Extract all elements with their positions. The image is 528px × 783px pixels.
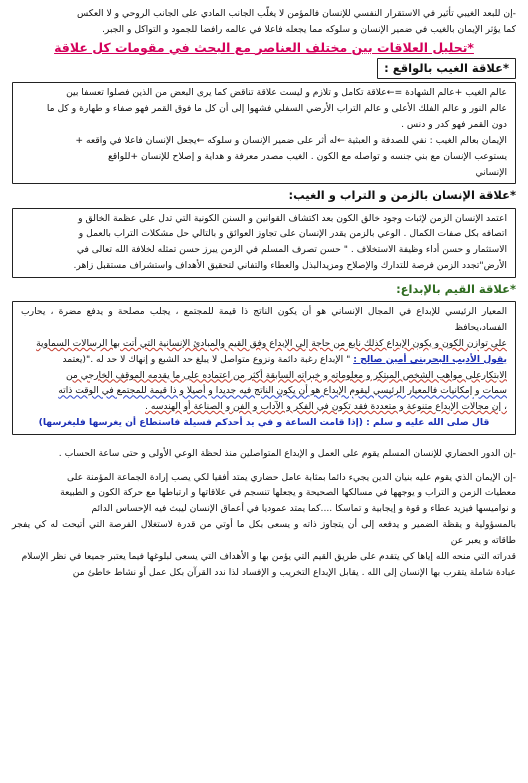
section-body-box [12, 301, 516, 435]
text-line: اتصافه بكل صفات الكمال . الوعي بالزمن يقدر الإنسان على تجاوز العوائق و بالتالي حل مشكلات التراب بالعمل و [78, 228, 507, 240]
section-heading: *علاقة الغيب بالواقع : [384, 61, 509, 76]
section-heading: *علاقة الإنسان بالزمن و التراب و الغيب: [288, 188, 516, 203]
text-line: بالمسؤولية و يقظة الضمير و يدفعه إلى أن يتجاوز ذاته و يسعى بكل ما أوتي من قدرة لاستغلال الفرصة التي أتيحت له كي يفجر طاقاته و يعبر عن [12, 519, 516, 546]
text-line: -إن الدور الحضاري للإنسان المسلم يقوم على العمل و الإبداع المتواصلين منذ لحظة الوعي الأولى و حتى ساعة الحساب . [58, 447, 516, 459]
text-line: الأرض"تجدد الزمن فرصة للتدارك والإصلاح ومزيدالبذل والعطاء والتفاني لتحقيق الأهداف واستشراف مستقبل زاهر. [73, 260, 507, 272]
text-line: الإنساني [475, 166, 507, 178]
text-line: يستوعب الإنسان مع بني جنسه و تواصله مع الكون . الغيب مصدر معرفة و هداية و إصلاح للإنسان +للواقع [107, 150, 507, 162]
text-line: عالم الغيب +عالم الشهادة =←علاقة تكامل و تلازم و ليست علاقة تناقض كما يرى البعض من الذين فصلوا تعسفا بين [66, 87, 507, 99]
section-title: *تحليل العلاقات بين مختلف العناصر مع البحث في مقومات كل علاقة [54, 39, 474, 55]
text-line: الابتكارعلى مواهب الشخص المبتكر و معلوماته و خبراته السابقة أكثر من اعتماده على ما يقدمه الموقف الخارجي من [65, 369, 507, 381]
section-body-box [12, 208, 516, 278]
text-line: عالم النور و عالم الفلك الأعلى و عالم التراب الأرضي السفلي فشهوا إلى أن كل ما فوق القمر فهو صفاء و طهارة و كل ما [46, 103, 507, 115]
closing-paragraph [12, 470, 516, 581]
text-line: عبادة شاملة يتقرب بها الإنسان إلى الله . يقابل الإبداع التخريب و الإفساد لذا ندد القرآن بكل عمل أو نشاط خاطئ من [72, 566, 516, 578]
text-line: الإيمان بعالم الغيب : نفي للصدفة و العبثية ←له أثر على ضمير الإنسان و سلوكه ←يجعل الإنسان فاعلا في واقعه + [75, 134, 507, 146]
hadith-quote: قال صلى الله عليه و سلم : (إذا قامت الساعة و في يد أحدكم فسيلة فاستطاع أن يغرسها فليغرسها) [38, 416, 490, 428]
intro-paragraph [12, 6, 516, 38]
text-line: الاستثمار و حسن أداء وظيفة الاستخلاف . " حسن تصرف المسلم في الزمن يبرز حسن تمثله لخلافة الله تعالى في [76, 244, 507, 256]
quote-block [21, 352, 507, 368]
text-line: و نواميسها فيزيد عطاء و قوة و إيجابية و تماسكا ....كما يمتد عموديا في أعماق الإنسان ليبث فيه الإحساس الدائم [91, 503, 516, 515]
text-line: -إن للبعد الغيبي تأثير في الاستقرار النفسي للإنسان فالمؤمن لا يغلّب الجانب المادي على الجانب الروحي و لا العكس [77, 8, 516, 19]
text-line: كما يؤثر الإيمان بالغيب في ضمير الإنسان و سلوكه مما يجعله فاعلا في عالمه رافضا للجمود و التواكل و الجبر. [102, 23, 516, 35]
quote-author: يقول الأديب البحريني أمين صالح : [353, 353, 507, 365]
section-body-box [12, 82, 516, 184]
section-heading: *علاقة القيم بالإبداع: [396, 281, 516, 296]
quote-text: " الإبداع رغبة دائمة ونزوع متواصل لا يبلغ حد الشبع و إنهاك لا حد له ."(يعتمد [62, 353, 351, 365]
text-line: اعتمد الإنسان الزمن لإثبات وجود خالق الكون بعد اكتشاف القوانين و السنن الكونية التي تدل على عظمة الخالق و [78, 212, 507, 224]
text-line: معطيات الزمن و التراب و يوجهها في مسالكها الصحيحة و يجعلها تنسجم في علاقاتها و ارتباطها مع حركة الكون و الطبيعة [60, 487, 516, 499]
section-heading-box [377, 58, 516, 79]
text-line: -إن الإيمان الذي يقوم عليه بنيان الدين يجيء دائما بمثابة عامل حضاري يمتد أفقيا لكي يصب إرادة الجماعة المؤمنة على [66, 471, 516, 483]
text-line: قدراته التي منحه الله إياها كي يتقدم على طريق القيم التي يؤمن بها و الأهداف التي يسعى لبلوغها فيما يعتبر جميعا في نظر الإسلام [21, 550, 516, 562]
text-line: سمات و إمكانيات فالمعيار الرئيسي ليقوم الإبداع هو أن يكون الناتج فيه جديدا و أصيلا و ذا قيمة للمجتمع في الوقت ذاته [58, 385, 507, 397]
text-line: المعيار الرئيسي للإبداع في المجال الإنساني هو أن يكون الناتج ذا قيمة للمجتمع ، يجلب مصلحة و يدفع مضرة ، يحارب الفساد،يحافظ [21, 306, 507, 334]
text-line: على توازن الكون و يكون الإبداع كذلك نابع من حاجة إلى الإبداع وفق القيم والمبادئ الإنسانية التي أتت بها الرسالات السماوية [36, 337, 507, 349]
text-line: دون القمر فهو كدر و دنس . [401, 119, 507, 131]
text-line: ، إن مجالات الإبداع متنوعة و متعددة فقد تكون في الفكر و الآداب و الفن و الصناعة أو الهندسه . [145, 401, 507, 413]
closing-paragraph [12, 446, 516, 462]
